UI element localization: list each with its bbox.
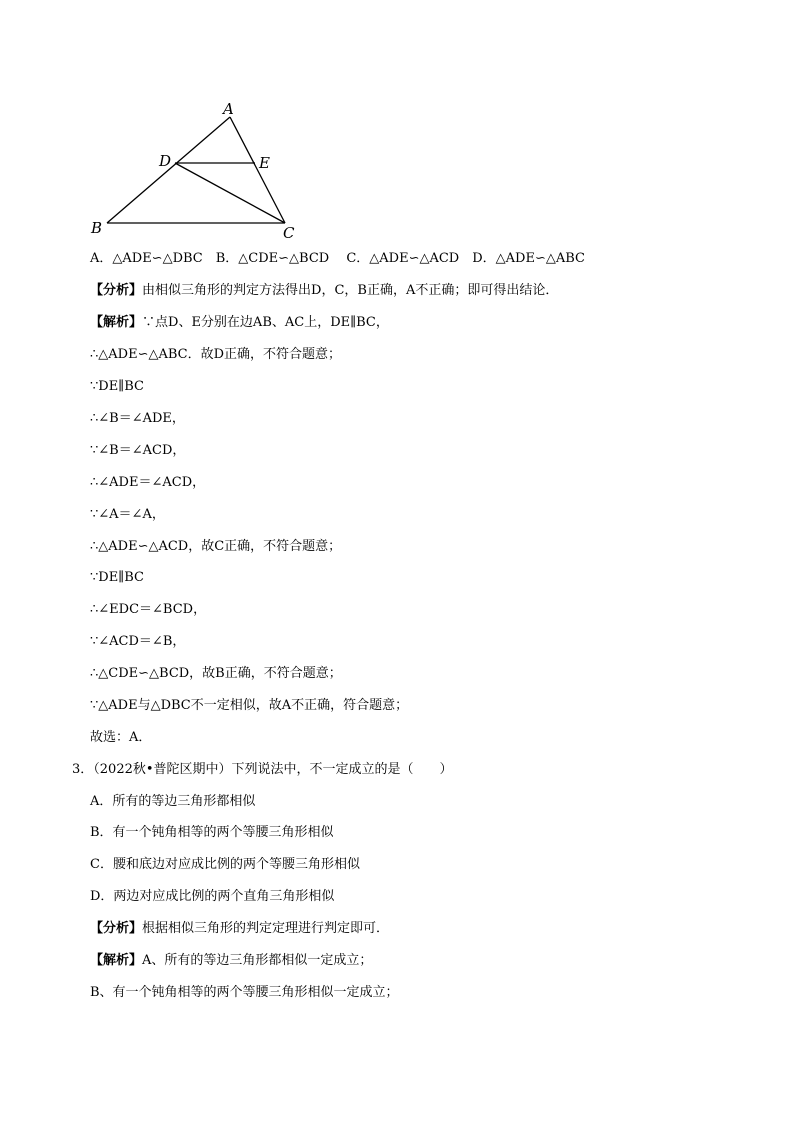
solution-step: B、有一个钝角相等的两个等腰三角形相似一定成立； [90,985,399,1000]
label-b: B [91,219,103,237]
solution-step: ∵∠A＝∠A， [90,507,165,522]
solution-step: ∵∠B＝∠ACD， [90,443,186,458]
solution-step: ∴△ADE∽△ACD，故C正确，不符合题意； [90,539,342,554]
solution-step: ∴∠EDC＝∠BCD， [90,602,207,617]
solution-step: ∵∠ACD＝∠B， [90,634,186,649]
question-3: 3．（2022秋•普陀区期中）下列说法中，不一定成立的是（ ） [72,762,453,777]
segment-dc [175,163,285,223]
triangle-figure [85,95,305,240]
side-ab [107,117,230,223]
analysis-tag: 【分析】 [90,921,143,936]
solution-step: ∴∠B＝∠ADE， [90,411,185,426]
solution-step: ∵DE∥BC [90,570,144,585]
solution-step: ∴△CDE∽△BCD，故B正确，不符合题意； [90,666,342,681]
analysis-tag: 【分析】 [90,283,143,298]
options-line: A．△ADE∽△DBC B．△CDE∽△BCD C．△ADE∽△ACD D．△ADE∽△ABC [90,251,585,266]
answer-line: 故选：A． [90,730,152,745]
option-a: A．所有的等边三角形都相似 [90,794,256,809]
label-e: E [259,154,270,172]
side-ac [230,117,285,223]
option-c: C．腰和底边对应成比例的两个等腰三角形相似 [90,857,360,872]
solution-line-2: 【解析】A、所有的等边三角形都相似一定成立； [90,953,373,968]
option-b: B．有一个钝角相等的两个等腰三角形相似 [90,825,334,840]
label-d: D [159,152,172,170]
analysis-line: 【分析】由相似三角形的判定方法得出D，C，B正确，A不正确；即可得出结论． [90,283,559,298]
label-c: C [283,224,295,240]
option-d: D．两边对应成比例的两个直角三角形相似 [90,889,335,904]
analysis-line-2: 【分析】根据相似三角形的判定定理进行判定即可． [90,921,390,936]
label-a: A [223,100,234,118]
solution-tag: 【解析】 [90,315,143,330]
triangle-diagram [85,95,305,240]
solution-step: ∵DE∥BC [90,379,144,394]
solution-line: 【解析】∵点D、E分别在边AB、AC上，DE∥BC， [90,315,389,330]
solution-step: ∴△ADE∽△ABC．故D正确，不符合题意； [90,347,342,362]
solution-tag: 【解析】 [90,953,143,968]
solution-step: ∵△ADE与△DBC不一定相似，故A不正确，符合题意； [90,698,409,713]
solution-step: ∴∠ADE＝∠ACD， [90,475,206,490]
